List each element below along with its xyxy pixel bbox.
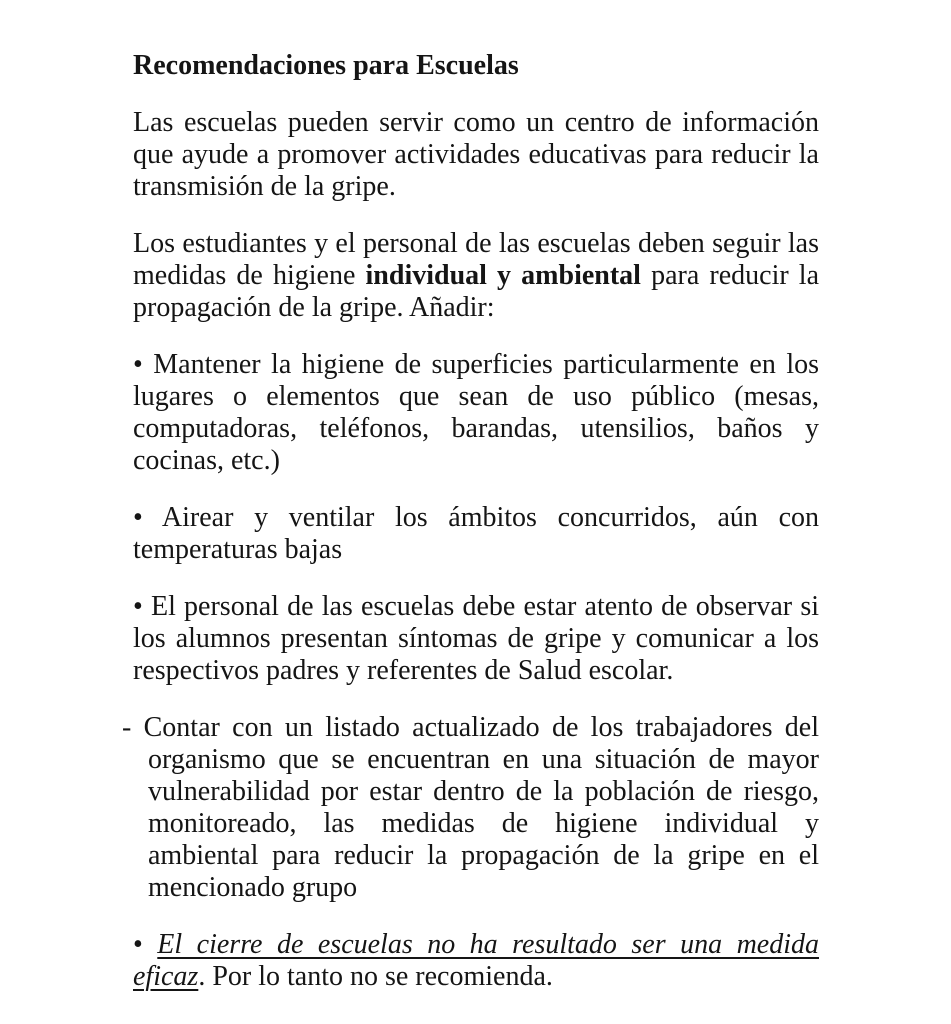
document-title xyxy=(133,50,819,82)
text-line xyxy=(133,655,819,687)
text-run: cocinas, etc.) xyxy=(133,445,280,476)
text-line xyxy=(133,591,819,623)
text-line xyxy=(133,349,819,381)
text-run: mencionado grupo xyxy=(148,872,358,903)
text-line xyxy=(148,808,819,840)
text-line xyxy=(133,534,819,566)
text-line xyxy=(133,929,819,961)
text-run: organismo que se encuentran en una situación de mayor xyxy=(148,744,819,775)
text-run: Contar con un listado actualizado de los trabajadores del xyxy=(131,712,819,743)
text-line xyxy=(148,776,819,808)
text-line xyxy=(133,107,819,139)
text-run: El personal de las escuelas debe estar atento de observar si xyxy=(142,591,819,622)
bullet-staff-observation xyxy=(133,591,819,687)
hygiene-paragraph xyxy=(133,228,819,324)
text-run: Mantener la higiene de superficies particularmente en los xyxy=(142,349,819,380)
text-run: Las escuelas pueden servir como un centro de información xyxy=(133,107,819,138)
emphasis-underline-text: El cierre de escuelas no ha resultado ser una medida xyxy=(157,929,819,960)
list-marker: • xyxy=(133,349,143,380)
text-run: medidas de higiene xyxy=(133,260,366,291)
emphasis-underline-text: eficaz xyxy=(133,961,199,992)
text-line xyxy=(133,445,819,477)
bold-text: individual y ambiental xyxy=(365,260,641,291)
text-line xyxy=(148,872,819,904)
text-run: monitoreado, las medidas de higiene individual y xyxy=(148,808,819,839)
list-marker: - xyxy=(122,712,132,743)
text-line xyxy=(133,623,819,655)
bullet-ventilation xyxy=(133,502,819,566)
dash-worker-list xyxy=(122,712,819,904)
text-line xyxy=(133,381,819,413)
text-line xyxy=(133,292,819,324)
text-line xyxy=(133,228,819,260)
text-run: vulnerabilidad por estar dentro de la población de riesgo, xyxy=(148,776,819,807)
text-line xyxy=(122,712,819,744)
bold-text: Recomendaciones para Escuelas xyxy=(133,50,519,81)
text-run: ambiental para reducir la propagación de la gripe en el xyxy=(148,840,819,871)
text-line xyxy=(133,961,819,993)
text-line xyxy=(148,744,819,776)
text-run: . Por lo tanto no se recomienda. xyxy=(198,961,553,992)
intro-paragraph xyxy=(133,107,819,203)
text-line xyxy=(133,260,819,292)
document-body xyxy=(122,50,820,993)
text-line xyxy=(133,413,819,445)
text-run: lugares o elementos que sean de uso público (mesas, xyxy=(133,381,819,412)
text-run xyxy=(143,929,157,960)
bullet-school-closure xyxy=(133,929,819,993)
text-line xyxy=(148,840,819,872)
text-run: los alumnos presentan síntomas de gripe y comunicar a los xyxy=(133,623,819,654)
list-marker: • xyxy=(133,929,143,960)
text-run: computadoras, teléfonos, barandas, utensilios, baños y xyxy=(133,413,819,444)
bullet-surfaces xyxy=(133,349,819,477)
text-run: respectivos padres y referentes de Salud escolar. xyxy=(133,655,674,686)
text-run: que ayude a promover actividades educativas para reducir la xyxy=(133,139,819,170)
text-run: Airear y ventilar los ámbitos concurridos, aún con xyxy=(142,502,819,533)
text-run: temperaturas bajas xyxy=(133,534,343,565)
list-marker: • xyxy=(133,502,143,533)
text-run: Los estudiantes y el personal de las escuelas deben seguir las xyxy=(133,228,819,259)
list-marker: • xyxy=(133,591,143,622)
text-line xyxy=(133,502,819,534)
text-line xyxy=(133,139,819,171)
text-run: para reducir la xyxy=(640,260,820,291)
text-line xyxy=(133,50,819,82)
text-line xyxy=(133,171,819,203)
text-run: propagación de la gripe. Añadir: xyxy=(133,292,495,323)
text-run: transmisión de la gripe. xyxy=(133,171,396,202)
